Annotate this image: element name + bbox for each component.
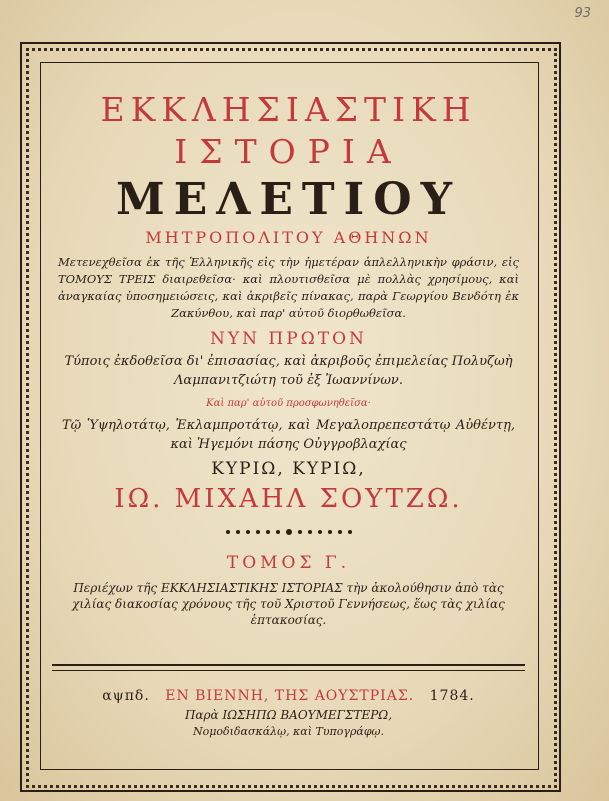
kyrio-line: ΚΥΡΙΩ, ΚΥΡΙΩ,: [211, 459, 366, 479]
dedication-text: Τῷ Ὑψηλοτάτῳ, Ἐκλαμπροτάτῳ, καὶ Μεγαλοπρεπεστάτῳ Αὐθέντῃ, καὶ Ἡγεμόνι πάσης Οὐγγροβλαχίας: [62, 418, 515, 452]
now-first-heading: ΝΥΝ ΠΡΩΤΟΝ: [210, 329, 367, 349]
rule-top-thin: [52, 670, 525, 671]
title-line-2: ΙΣΤΟΡΙΑ: [174, 132, 403, 171]
prince-name: ΙΩ. ΜΙΧΑΗΛ ΣΟΥΤΖΩ.: [114, 484, 463, 514]
rule-top: [52, 664, 525, 666]
imprint-place: ΕΝ ΒΙΕΝΝΗ, ΤΗΣ ΑΟΥΣΤΡΙΑΣ.: [165, 688, 415, 704]
imprint-printer: Παρὰ ΙΩΣΗΠΩ ΒΑΟΥΜΕΓΣΤΕΡΩ,: [184, 708, 393, 722]
title-line-4: ΜΗΤΡΟΠΟΛΙΤΟΥ ΑΘΗΝΩΝ: [145, 228, 432, 247]
page-number: 93: [574, 6, 591, 21]
dedicated-text: Καὶ παρ' αὐτοῦ προσφωνηθεῖσα·: [206, 398, 371, 409]
title-block: [44, 92, 533, 628]
imprint-year-greek: αψπδ.: [102, 688, 150, 704]
imprint-year: 1784.: [429, 688, 475, 704]
imprint-block: [44, 686, 533, 740]
volume-heading: ΤΟΜΟΣ Γ.: [226, 553, 351, 573]
ornament-divider: [224, 528, 354, 536]
imprint-printer-role: Νομοδιδασκάλῳ, καὶ Τυπογράφῳ.: [192, 725, 385, 738]
description-text: Μετενεχθεῖσα ἐκ τῆς Ἑλληνικῆς εἰς τὴν ἡμετέραν ἁπλελληνικὴν φράσιν, εἰς ΤΟΜΟΥΣ ΤΡΕΙΣ διαιρεθεῖσα· καὶ πλουτισθεῖσα μὲ πολλὰς χρησίμους, καὶ ἀναγκαίας ὑποσημειώσεις, καὶ ἀκριβεῖς πίνακας, παρὰ Γεωργίου Βενδότη ἐκ Ζακύνθου, καὶ παρ' αὐτοῦ διορθωθεῖσα.: [58, 255, 519, 320]
imprint-line-1: [44, 686, 533, 706]
title-line-3: ΜΕΛΕΤΙΟΥ: [116, 174, 461, 225]
volume-description: Περιέχων τῆς ΕΚΚΛΗΣΙΑΣΤΙΚΗΣ ΙΣΤΟΡΙΑΣ τὴν ἀκολούθησιν ἀπὸ τὰς χιλίας διακοσίας χρόνους τῆς τοῦ Χριστοῦ Γεννήσεως, ἕως τὰς χιλίας ἑπτακοσίας.: [72, 581, 505, 627]
title-line-1: ΕΚΚΛΗΣΙΑΣΤΙΚΗ: [100, 90, 477, 129]
printing-text: Τύποις ἐκδοθεῖσα δι' ἐπισασίας, καὶ ἀκριβοῦς ἐπιμελείας Πολυζωὴ Λαμπανιτζιώτη τοῦ ἐξ Ἰωαννίνων.: [64, 354, 513, 388]
